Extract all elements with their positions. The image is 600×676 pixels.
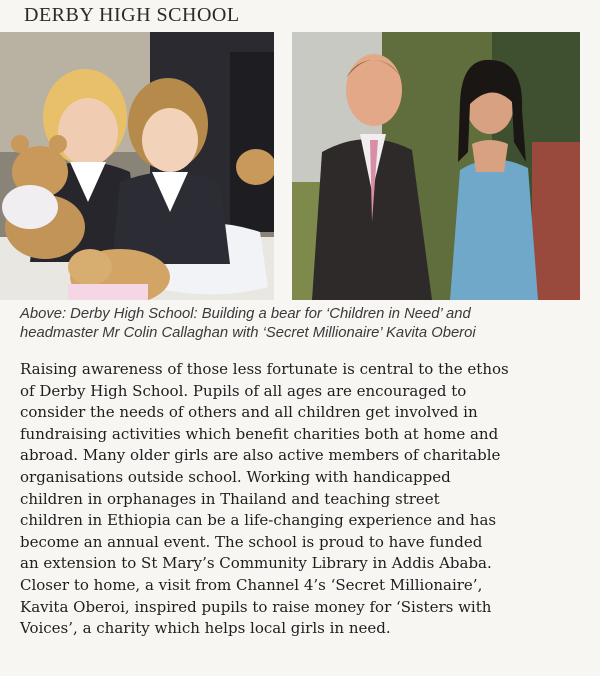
caption-line: Above: Derby High School: Building a bear for ‘Children in Need’ and (20, 306, 471, 322)
photo-headmaster-and-guest (292, 32, 580, 300)
photo-girls-with-teddy-bears (0, 32, 274, 300)
body-line: abroad. Many older girls are also active members of charitable (20, 446, 501, 465)
body-line: become an annual event. The school is proud to have funded (20, 532, 483, 551)
section-heading: DERBY HIGH SCHOOL (24, 4, 240, 26)
body-line: children in Ethiopia can be a life-changing experience and has (20, 511, 497, 530)
body-line: Kavita Oberoi, inspired pupils to raise money for ‘Sisters with (20, 597, 492, 616)
photo-caption (20, 305, 595, 343)
caption-line: headmaster Mr Colin Callaghan with ‘Secret Millionaire’ Kavita Oberoi (20, 325, 476, 341)
body-line: children in orphanages in Thailand and teaching street (20, 489, 440, 508)
body-line: of Derby High School. Pupils of all ages are encouraged to (20, 381, 467, 400)
body-line: fundraising activities which benefit charities both at home and (20, 424, 499, 443)
body-line: Raising awareness of those less fortunate is central to the ethos (20, 360, 509, 378)
body-line: consider the needs of others and all children get involved in (20, 403, 478, 422)
body-line: Closer to home, a visit from Channel 4’s ‘Secret Millionaire’, (20, 575, 483, 594)
body-line: an extension to St Mary’s Community Library in Addis Ababa. (20, 554, 492, 573)
body-line: Voices’, a charity which helps local girls in need. (20, 619, 391, 638)
body-line: organisations outside school. Working with handicapped (20, 467, 451, 486)
article-body (20, 359, 585, 640)
